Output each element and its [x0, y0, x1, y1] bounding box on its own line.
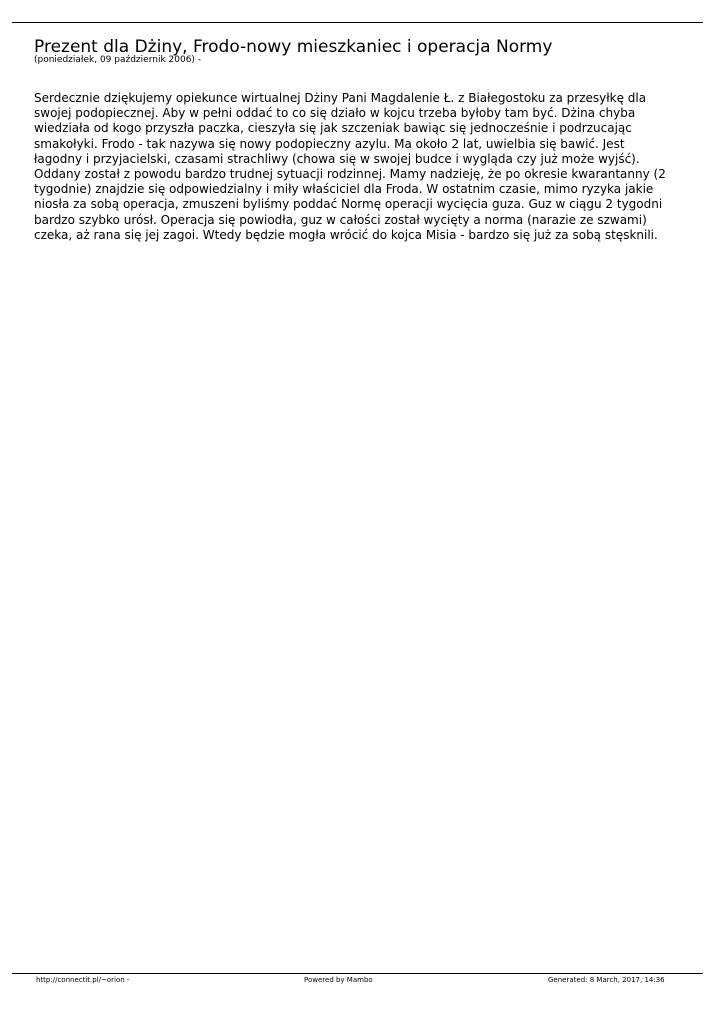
footer-generated-date: Generated: 8 March, 2017, 14:36 — [548, 976, 665, 984]
article-date: (poniedziałek, 09 październik 2006) - — [34, 55, 202, 65]
footer-url: http://connectit.pl/~orion - — [36, 976, 130, 984]
body-line: smakołyki. Frodo - tak nazywa się nowy podopieczny azylu. Ma około 2 lat, uwielbia się bawić. Jest — [34, 136, 625, 151]
body-line: Oddany został z powodu bardzo trudnej sytuacji rodzinnej. Mamy nadzieję, że po okresie kwarantanny (2 — [34, 167, 666, 182]
article-body — [34, 91, 694, 243]
footer-divider — [12, 973, 703, 974]
body-line: łagodny i przyjacielski, czasami strachliwy (chowa się w swojej budce i wygląda czy już może wyjść). — [34, 151, 640, 166]
body-line: niosła za sobą operacja, zmuszeni byliśmy poddać Normę operacji wycięcia guza. Guz w ciągu 2 tygodni — [34, 197, 663, 212]
body-line: bardzo szybko urósł. Operacja się powiodła, guz w całości został wycięty a norma (narazie ze szwami) — [34, 212, 647, 227]
footer-powered-by: Powered by Mambo — [304, 976, 373, 984]
body-line: czeka, aż rana się jej zagoi. Wtedy będzie mogła wrócić do kojca Misia - bardzo się już za sobą stęsknili. — [34, 227, 658, 242]
article-title: Prezent dla Dżiny, Frodo-nowy mieszkaniec i operacja Normy — [34, 37, 553, 57]
header-divider — [12, 22, 703, 23]
body-line: Serdecznie dziękujemy opiekunce wirtualnej Dżiny Pani Magdalenie Ł. z Białegostoku za przesyłkę dla — [34, 91, 647, 105]
body-line: tygodnie) znajdzie się odpowiedzialny i miły właściciel dla Froda. W ostatnim czasie, mimo ryzyka jakie — [34, 182, 654, 197]
body-line: swojej podopiecznej. Aby w pełni oddać to co się działo w kojcu trzeba byłoby tam być. Dżina chyba — [34, 106, 636, 121]
body-line: wiedziała od kogo przyszła paczka, cieszyła się jak szczeniak bawiąc się jednocześnie i podrzucając — [34, 121, 632, 136]
